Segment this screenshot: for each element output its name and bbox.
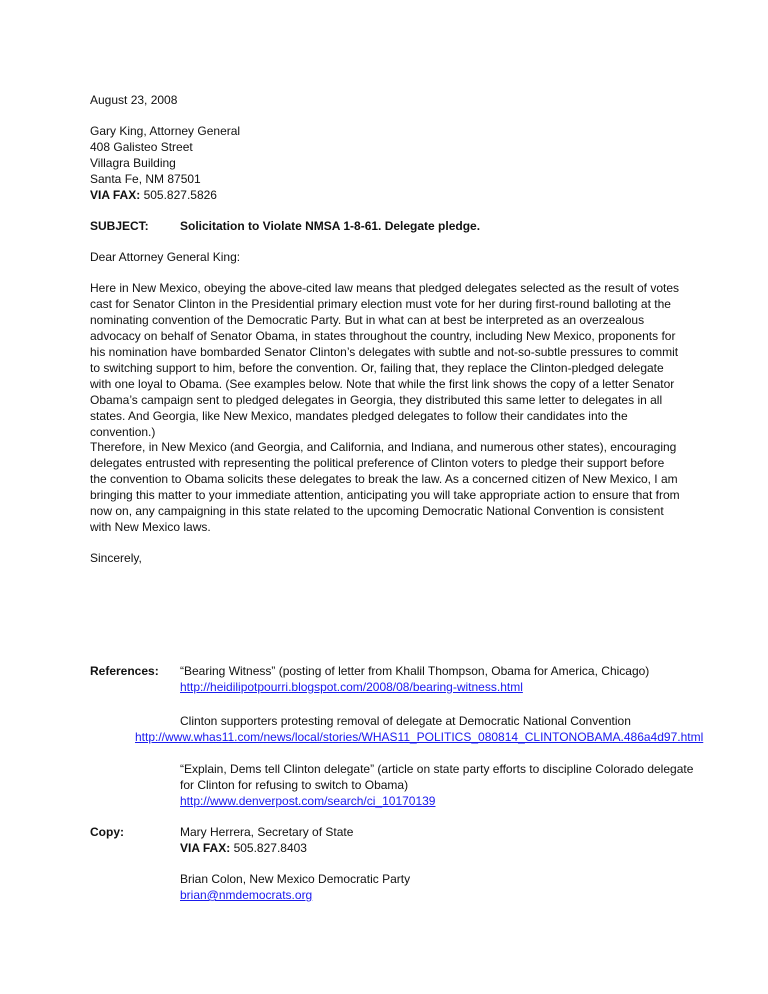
recipient-name: Gary King, Attorney General [90, 124, 241, 138]
copy-label: Copy: [90, 825, 124, 839]
reference-3-text-line-2: for Clinton for refusing to switch to Obama) [180, 778, 409, 792]
copy-recipient-2 [180, 871, 410, 903]
reference-3-link[interactable]: http://www.denverpost.com/search/ci_10170139 [180, 794, 436, 808]
salutation: Dear Attorney General King: [90, 250, 241, 264]
subject-label: SUBJECT: [90, 219, 149, 233]
recipient-building: Villagra Building [90, 156, 176, 170]
letter-date: August 23, 2008 [90, 93, 178, 107]
reference-1-link[interactable]: http://heidilipotpourri.blogspot.com/2008/08/bearing-witness.html [180, 680, 523, 694]
recipient-fax-number: 505.827.5826 [143, 188, 217, 202]
reference-1 [180, 663, 649, 695]
body-paragraph-2: Therefore, in New Mexico (and Georgia, and California, and Indiana, and numerous other states), encouraging delegates entrusted with representing the political preference of Clinton voters to pledge their support before the convention to Obama solicits these delegates to break the law. As a concerned citizen of New Mexico, I am bringing this matter to your immediate attention, anticipating you will take appropriate action to ensure that from now on, any campaigning in this state related to the upcoming Democratic National Convention is consistent with New Mexico laws. [90, 440, 680, 534]
closing: Sincerely, [90, 551, 142, 565]
recipient-fax-label: VIA FAX: [90, 188, 141, 202]
references-label: References: [90, 664, 159, 678]
copy-recipient-1-fax [180, 840, 353, 856]
reference-2-text: Clinton supporters protesting removal of delegate at Democratic National Convention [180, 714, 631, 728]
reference-1-text: “Bearing Witness” (posting of letter from Khalil Thompson, Obama for America, Chicago) [180, 664, 650, 678]
reference-2-link[interactable]: http://www.whas11.com/news/local/stories/WHAS11_POLITICS_080814_CLINTONOBAMA.486a4d97.html [135, 730, 704, 744]
body-paragraph-1: Here in New Mexico, obeying the above-cited law means that pledged delegates selected as the result of votes cast for Senator Clinton in the Presidential primary election must vote for her during first-round balloting at the nominating convention of the Democratic Party. But in what can at best be interpreted as an overzealous advocacy on behalf of Senator Obama, in states throughout the country, including New Mexico, proponents for his nomination have bombarded Senator Clinton’s delegates with subtle and not-so-subtle pressures to commit to switching support to him, before the convention. Or, failing that, they replace the Clinton-pledged delegate with one loyal to Obama. (See examples below. Note that while the first link shows the copy of a letter Senator Obama’s campaign sent to pledged delegates in Georgia, they distributed this same letter to delegates in all states. And Georgia, like New Mexico, mandates pledged delegates to follow their candidates into the convention.) [90, 281, 680, 439]
copy-recipient-2-email[interactable]: brian@nmdemocrats.org [180, 888, 313, 902]
recipient-fax [90, 187, 240, 203]
reference-3-text-line-1: “Explain, Dems tell Clinton delegate” (article on state party efforts to discipline Colorado delegate [180, 762, 694, 776]
recipient-address [90, 123, 240, 203]
subject-text: Solicitation to Violate NMSA 1-8-61. Delegate pledge. [180, 219, 481, 233]
recipient-city: Santa Fe, NM 87501 [90, 172, 201, 186]
copy-recipient-1-fax-label: VIA FAX: [180, 841, 231, 855]
copy-recipient-1 [180, 824, 353, 856]
copy-recipient-2-name: Brian Colon, New Mexico Democratic Party [180, 872, 411, 886]
copy-recipient-1-name: Mary Herrera, Secretary of State [180, 825, 354, 839]
recipient-street: 408 Galisteo Street [90, 140, 193, 154]
copy-recipient-1-fax-number: 505.827.8403 [233, 841, 307, 855]
reference-3 [180, 761, 693, 809]
